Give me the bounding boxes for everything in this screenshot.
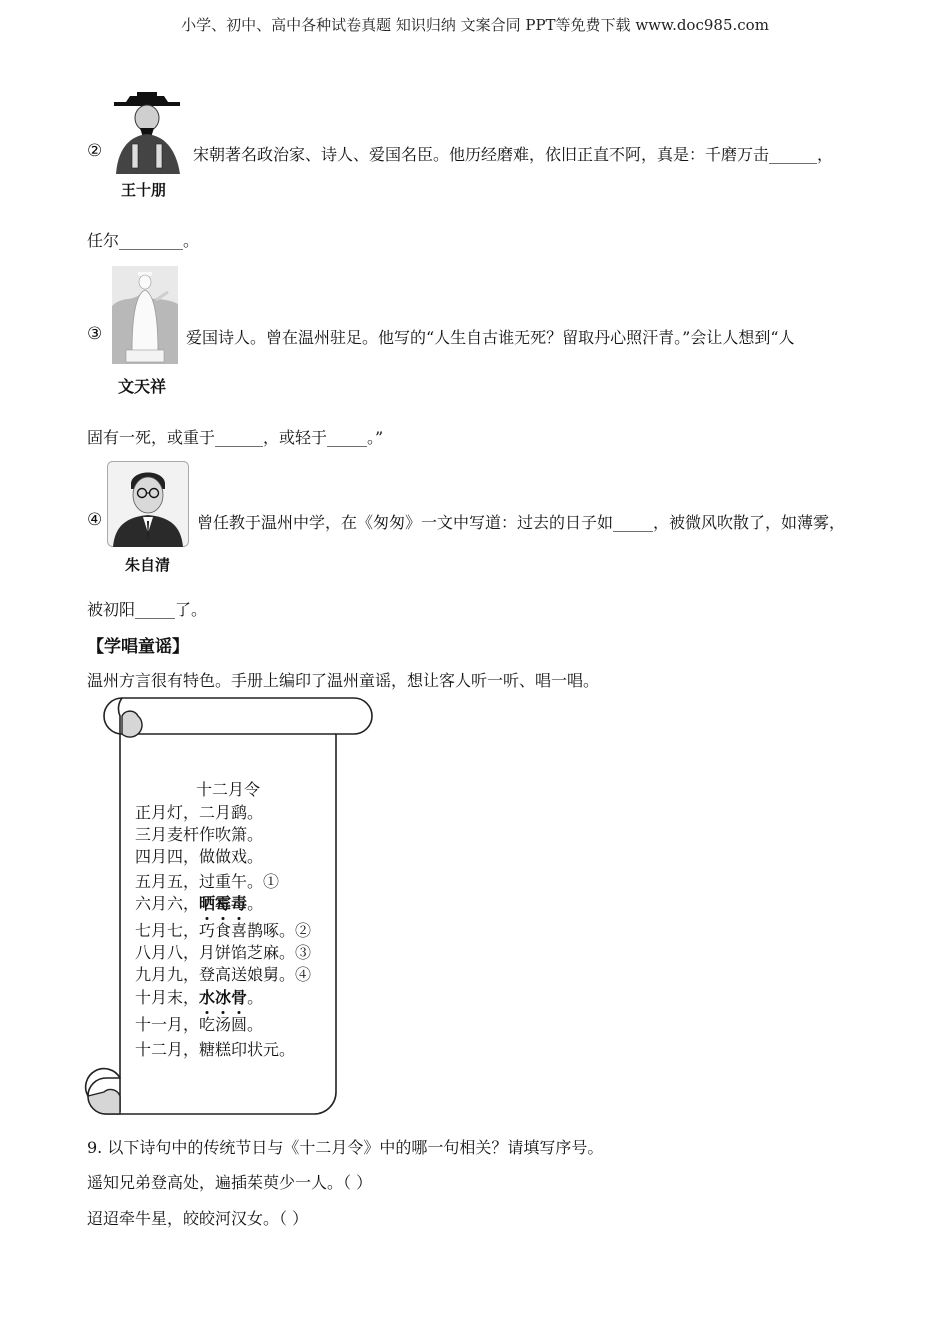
section-title: 【学唱童谣】	[87, 637, 189, 657]
scroll-line: 十二月，糖糕印状元。	[135, 1040, 296, 1059]
emphasized-char: 霉	[215, 894, 231, 913]
scroll-line: 八月八，月饼馅芝麻。③	[135, 943, 312, 962]
item-text-line1: 曾任教于温州中学，在《匆匆》一文中写道：过去的日子如_____，被微风吹散了，如薄雾，	[197, 513, 846, 532]
scroll-line: 六月六，晒 霉 毒 。	[135, 891, 263, 914]
item-text-line1: 宋朝著名政治家、诗人、爱国名臣。他历经磨难，依旧正直不阿，真是：千磨万击______，	[193, 145, 834, 164]
zhu-ziqing-photo	[107, 461, 189, 547]
portrait-caption: 朱自清	[125, 556, 171, 574]
scroll-line: 十月末，水 冰 骨 。	[135, 985, 263, 1008]
item-text-line2: 被初阳_____了。	[87, 600, 208, 619]
scroll-line-prefix: 六月六，	[135, 894, 200, 913]
question-item: 迢迢牵牛星，皎皎河汉女。（ ）	[87, 1209, 309, 1228]
item-text-line2: 固有一死，或重于______，或轻于_____。”	[87, 428, 384, 447]
emphasized-char: 冰	[215, 988, 231, 1007]
item-text-line1: 爱国诗人。曾在温州驻足。他写的“人生自古谁无死？留取丹心照汗青。”会让人想到“人	[186, 328, 795, 347]
scroll-title: 十二月令	[196, 780, 261, 799]
scroll-line: 九月九，登高送娘舅。④	[135, 965, 312, 984]
emphasized-char: 骨	[231, 988, 247, 1007]
page-header: 小学、初中、高中各种试卷真题 知识归纳 文案合同 PPT等免费下载 www.doc985.com	[181, 16, 769, 34]
item-number: ②	[87, 141, 103, 161]
wen-tianxiang-statue	[112, 266, 178, 364]
emphasized-char: 晒	[199, 894, 215, 913]
section-intro: 温州方言很有特色。手册上编印了温州童谣，想让客人听一听、唱一唱。	[87, 671, 600, 690]
scroll-line: 十一月，吃汤圆。	[135, 1015, 264, 1034]
portrait-caption: 文天祥	[118, 377, 167, 396]
wang-shipeng-portrait	[104, 88, 190, 174]
scroll-line: 三月麦杆作吹箫。	[135, 825, 264, 844]
scroll-line: 正月灯，二月鹞。	[135, 803, 264, 822]
scroll-line: 四月四，做做戏。	[135, 847, 264, 866]
question-item: 遥知兄弟登高处，遍插茱萸少一人。（ ）	[87, 1173, 373, 1192]
scroll-line: 七月七，巧食喜鹊啄。②	[135, 921, 312, 940]
scroll-line-prefix: 十月末，	[135, 988, 200, 1007]
item-text-line2: 任尔________。	[87, 231, 200, 250]
emphasized-char: 水	[199, 988, 215, 1007]
scroll-line: 五月五，过重午。①	[135, 872, 280, 891]
item-number: ③	[87, 324, 103, 344]
question-stem: 9. 以下诗句中的传统节日与《十二月令》中的哪一句相关？请填写序号。	[87, 1138, 604, 1157]
emphasized-char: 毒	[231, 894, 247, 913]
item-number: ④	[87, 510, 103, 530]
portrait-caption: 王十朋	[121, 181, 167, 199]
